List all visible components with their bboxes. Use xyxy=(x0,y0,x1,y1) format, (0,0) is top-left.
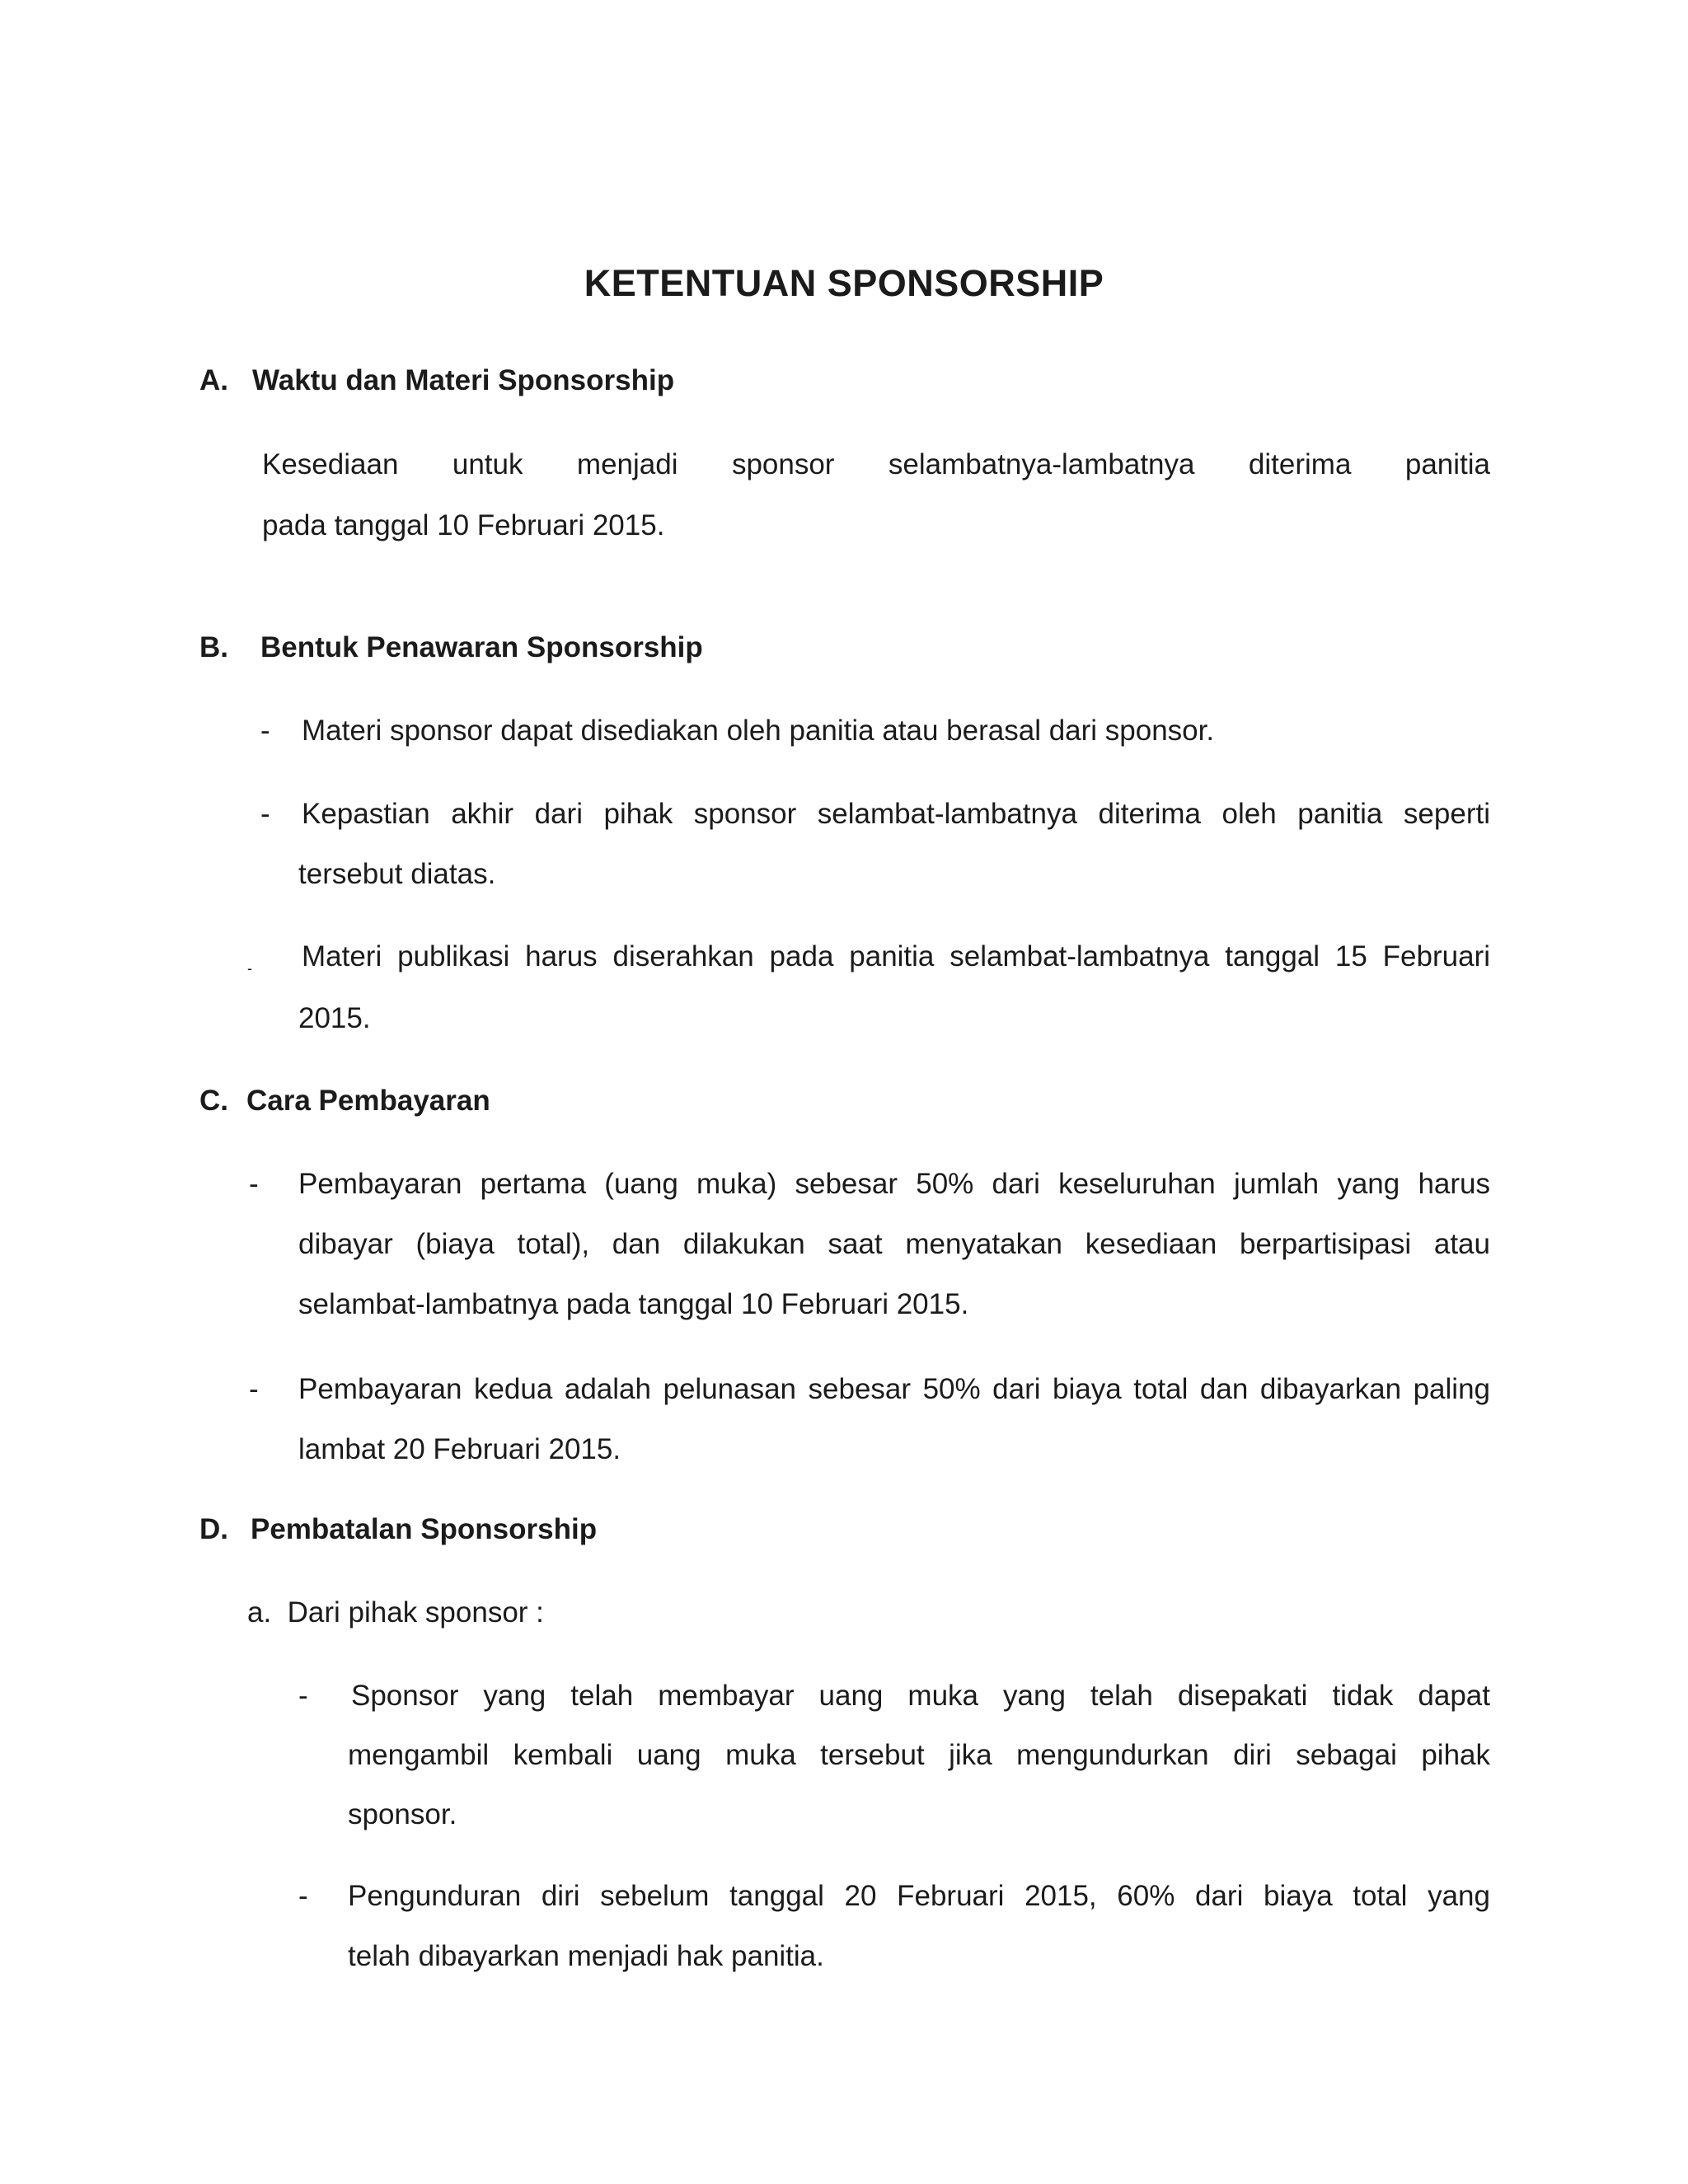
section-a-paragraph-line-1: Kesediaan untuk menjadi sponsor selambatnya-lambatnya diterima panitia xyxy=(262,448,1490,480)
section-b-bullet-2-line-2: tersebut diatas. xyxy=(298,858,496,890)
section-d-bullet-1-line-2: mengambil kembali uang muka tersebut jika mengundurkan diri sebagai pihak xyxy=(348,1739,1490,1771)
section-b-title: Bentuk Penawaran Sponsorship xyxy=(260,631,703,663)
section-b-bullet-1-line-1: Materi sponsor dapat disediakan oleh panitia atau berasal dari sponsor. xyxy=(302,715,1215,747)
section-a-heading xyxy=(199,362,674,400)
section-d-bullet-2-dash: - xyxy=(298,1880,308,1912)
section-d-title: Pembatalan Sponsorship xyxy=(251,1513,598,1545)
section-a-paragraph-line-2: pada tanggal 10 Februari 2015. xyxy=(262,509,665,541)
section-c-bullet-2-line-2: lambat 20 Februari 2015. xyxy=(298,1433,621,1465)
section-b-letter: B. xyxy=(199,631,228,663)
section-c-bullet-1-line-1: Pembayaran pertama (uang muka) sebesar 50% dari keseluruhan jumlah yang harus xyxy=(298,1168,1490,1200)
section-d-heading xyxy=(199,1511,597,1549)
section-b-bullet-3-line-1: Materi publikasi harus diserahkan pada panitia selambat-lambatnya tanggal 15 Februari xyxy=(302,940,1490,972)
section-d-letter: D. xyxy=(199,1513,228,1545)
section-d-bullet-1-dash: - xyxy=(298,1680,308,1712)
section-d-bullet-1-line-3: sponsor. xyxy=(348,1798,457,1830)
section-c-bullet-1-dash: - xyxy=(249,1168,259,1200)
section-b-bullet-3-dash: - xyxy=(247,960,252,977)
document-title: KETENTUAN SPONSORSHIP xyxy=(584,262,1104,304)
section-d-bullet-2-line-1: Pengunduran diri sebelum tanggal 20 Februari 2015, 60% dari biaya total yang xyxy=(348,1880,1490,1912)
section-d-bullet-1-line-1: Sponsor yang telah membayar uang muka yang telah disepakati tidak dapat xyxy=(351,1680,1490,1712)
section-c-heading xyxy=(199,1082,490,1120)
section-c-bullet-1-line-2: dibayar (biaya total), dan dilakukan saat menyatakan kesediaan berpartisipasi atau xyxy=(298,1228,1490,1260)
section-c-bullet-2-line-1: Pembayaran kedua adalah pelunasan sebesar 50% dari biaya total dan dibayarkan paling xyxy=(298,1373,1490,1405)
section-c-bullet-2-dash: - xyxy=(249,1373,259,1405)
section-c-bullet-1-line-3: selambat-lambatnya pada tanggal 10 Februari 2015. xyxy=(298,1288,969,1320)
section-d-sub-a: a. Dari pihak sponsor : xyxy=(247,1596,544,1629)
section-c-title: Cara Pembayaran xyxy=(246,1085,490,1117)
section-b-bullet-1-dash: - xyxy=(260,715,270,747)
section-a-title: Waktu dan Materi Sponsorship xyxy=(252,364,675,396)
section-b-bullet-2-dash: - xyxy=(260,798,270,830)
section-a-letter: A. xyxy=(199,364,228,396)
section-b-bullet-3-line-2: 2015. xyxy=(298,1002,371,1034)
section-c-letter: C. xyxy=(199,1085,228,1117)
section-b-heading xyxy=(199,629,703,667)
section-d-bullet-2-line-2: telah dibayarkan menjadi hak panitia. xyxy=(348,1940,824,1972)
section-b-bullet-2-line-1: Kepastian akhir dari pihak sponsor selambat-lambatnya diterima oleh panitia seperti xyxy=(302,798,1490,830)
